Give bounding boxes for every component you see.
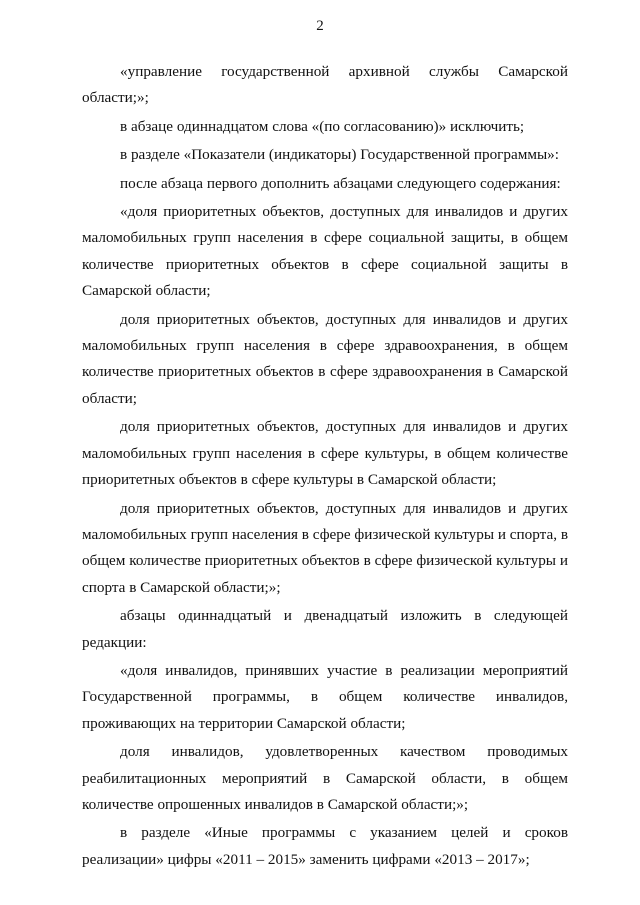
paragraph-indicators-section: в разделе «Показатели (индикаторы) Государственной программы»: bbox=[120, 146, 559, 164]
paragraph-exclude-words: в абзаце одиннадцатом слова «(по согласованию)» исключить; bbox=[120, 117, 525, 135]
paragraph-disabled-participation: «доля инвалидов, принявших участие в реализации мероприятий Государственной программы, в общем количестве инвалидов, проживающих на территории Самарской области; bbox=[82, 661, 568, 732]
paragraph-disabled-satisfaction: доля инвалидов, удовлетворенных качеством проводимых реабилитационных мероприятий в Самарской области, в общем количестве опрошенных инвалидов в Самарской области;»; bbox=[82, 743, 568, 813]
paragraph-add-after-first: после абзаца первого дополнить абзацами следующего содержания: bbox=[120, 174, 561, 192]
paragraph-other-programs: в разделе «Иные программы с указанием целей и сроков реализации» цифры «2011 – 2015» заменить цифрами «2013 – 2017»; bbox=[82, 824, 568, 868]
paragraph-social-protection: «доля приоритетных объектов, доступных для инвалидов и других маломобильных групп населения в сфере социальной защиты, в общем количестве приоритетных объектов в сфере социальной защиты в Самарской области; bbox=[82, 203, 568, 300]
paragraph-sport: доля приоритетных объектов, доступных для инвалидов и других маломобильных групп населения в сфере физической культуры и спорта, в общем количестве приоритетных объектов в сфере физической культуры и спорта в Самарской области;»; bbox=[82, 499, 568, 596]
document-body bbox=[82, 59, 568, 873]
paragraph-healthcare: доля приоритетных объектов, доступных для инвалидов и других маломобильных групп населения в сфере здравоохранения, в общем количестве приоритетных объектов в сфере здравоохранения в Самарской области; bbox=[82, 310, 568, 407]
paragraph-archive-service: «управление государственной архивной службы Самарской области;»; bbox=[82, 63, 568, 107]
paragraph-culture: доля приоритетных объектов, доступных для инвалидов и других маломобильных групп населения в сфере культуры, в общем количестве приоритетных объектов в сфере культуры в Самарской области; bbox=[82, 418, 568, 489]
page-number: 2 bbox=[316, 18, 324, 34]
paragraph-restate-eleventh-twelfth: абзацы одиннадцатый и двенадцатый изложить в следующей редакции: bbox=[82, 607, 568, 651]
